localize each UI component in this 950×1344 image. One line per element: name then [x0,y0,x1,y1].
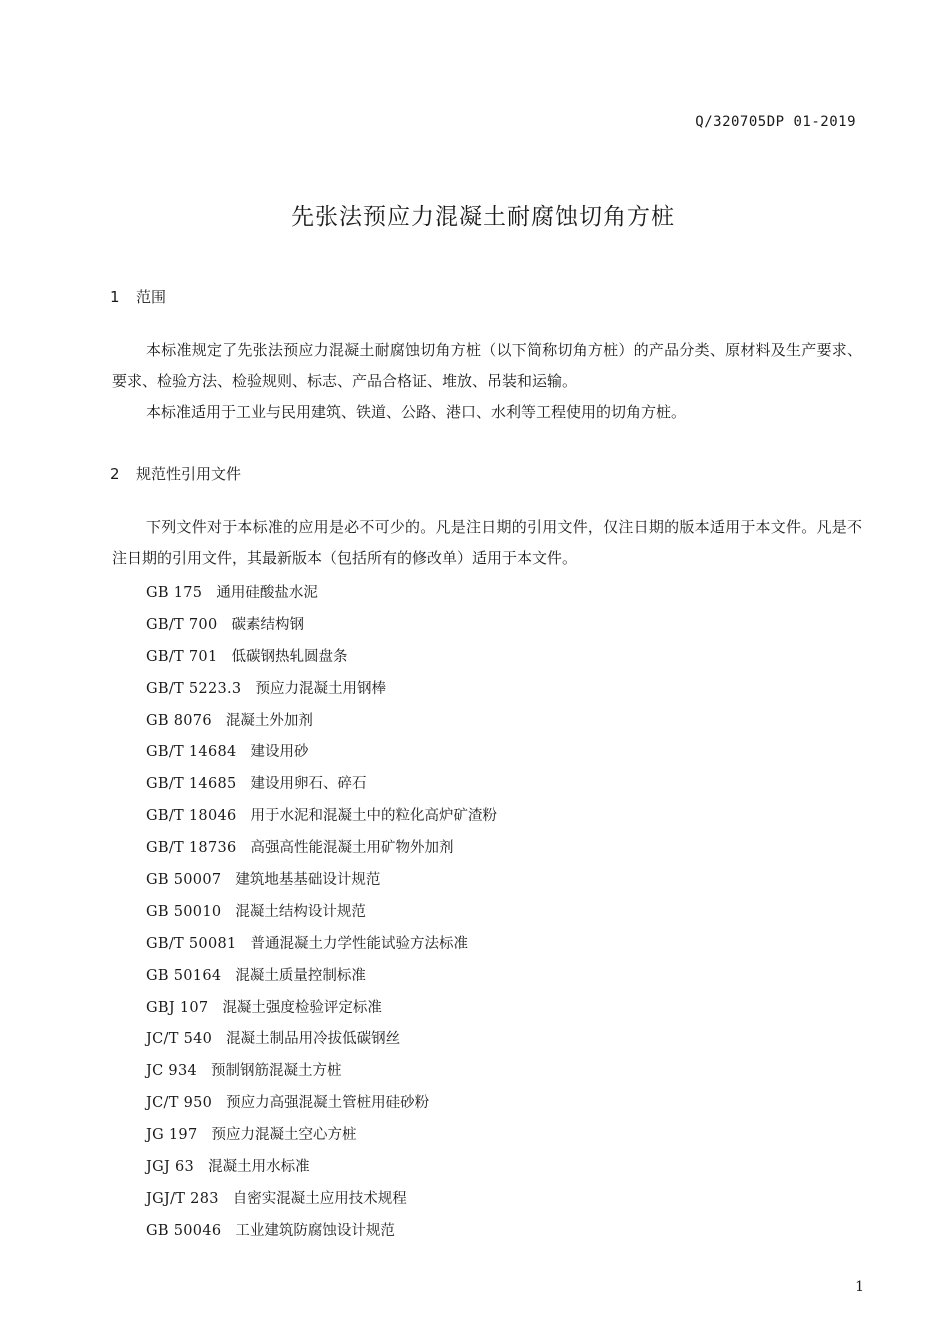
reference-item [146,610,497,642]
reference-code: GB 50007 [146,872,222,889]
reference-name: 预应力混凝土空心方桩 [211,1127,357,1144]
reference-name: 混凝土外加剂 [225,712,313,729]
reference-item [146,1184,497,1216]
reference-code: GB/T 18046 [146,808,237,825]
section-2-heading [110,463,241,484]
reference-name: 混凝土用水标准 [208,1159,310,1176]
reference-item [146,769,497,801]
section-1-paragraph-2: 本标准适用于工业与民用建筑、铁道、公路、港口、水利等工程使用的切角方桩。 [146,403,687,421]
reference-list [146,578,497,1248]
reference-code: GB/T 5223.3 [146,680,242,697]
reference-code: JC 934 [146,1063,197,1080]
reference-name: 混凝土强度检验评定标准 [222,999,382,1016]
reference-item [146,1120,497,1152]
reference-name: 混凝土质量控制标准 [235,967,366,984]
reference-code: GB 175 [146,585,203,601]
reference-code: GB/T 50081 [146,935,237,952]
reference-item [146,1024,497,1056]
document-code: Q/320705DP 01-2019 [695,114,856,130]
reference-name: 建设用砂 [250,744,309,761]
reference-name: 普通混凝土力学性能试验方法标准 [250,935,469,952]
reference-item [146,801,497,833]
reference-name: 自密实混凝土应用技术规程 [232,1190,407,1207]
page-number: 1 [855,1279,864,1295]
reference-item [146,737,497,769]
document-title: 先张法预应力混凝土耐腐蚀切角方桩 [291,204,675,230]
reference-name: 混凝土制品用冷拔低碳钢丝 [226,1031,401,1048]
reference-code: GB/T 701 [146,648,218,665]
section-2-paragraph-1: 下列文件对于本标准的应用是必不可少的。凡是注日期的引用文件，仅注日期的版本适用于本文件。凡是不注日期的引用文件，其最新版本（包括所有的修改单）适用于本文件。 [112,518,862,567]
reference-code: GB 50164 [146,967,222,984]
section-title: 范围 [136,288,167,306]
reference-name: 低碳钢热轧圆盘条 [231,648,348,665]
reference-code: JC/T 540 [146,1031,213,1048]
reference-item [146,642,497,674]
reference-item [146,706,497,738]
reference-code: GBJ 107 [146,999,209,1016]
section-number: 2 [110,465,120,483]
reference-name: 用于水泥和混凝土中的粒化高炉矿渣粉 [250,808,498,825]
reference-item [146,961,497,993]
reference-name: 预应力高强混凝土管桩用硅砂粉 [226,1095,430,1112]
reference-item [146,833,497,865]
reference-item [146,1088,497,1120]
reference-name: 通用硅酸盐水泥 [216,585,318,601]
section-number: 1 [110,288,120,306]
reference-name: 工业建筑防腐蚀设计规范 [235,1222,395,1239]
reference-code: JGJ 63 [146,1159,195,1176]
section-1-heading [110,286,166,307]
reference-name: 碳素结构钢 [231,616,304,633]
reference-name: 预制钢筋混凝土方桩 [211,1063,342,1080]
reference-item [146,865,497,897]
reference-code: GB/T 18736 [146,840,237,857]
reference-item [146,897,497,929]
reference-item [146,929,497,961]
reference-code: GB/T 14684 [146,744,237,761]
reference-name: 建筑地基基础设计规范 [235,872,381,889]
reference-name: 预应力混凝土用钢棒 [255,680,386,697]
reference-item [146,674,497,706]
reference-code: GB 50010 [146,903,222,920]
reference-item [146,1056,497,1088]
reference-code: GB/T 700 [146,616,218,633]
reference-code: JC/T 950 [146,1095,213,1112]
reference-name: 建设用卵石、碎石 [250,776,367,793]
reference-item [146,1216,497,1248]
section-1-paragraph-1: 本标准规定了先张法预应力混凝土耐腐蚀切角方桩（以下简称切角方桩）的产品分类、原材料及生产要求、要求、检验方法、检验规则、标志、产品合格证、堆放、吊装和运输。 [112,341,862,390]
reference-code: GB 8076 [146,712,212,729]
reference-code: JGJ/T 283 [146,1190,219,1207]
reference-item [146,578,497,610]
reference-code: JG 197 [146,1127,198,1144]
section-title: 规范性引用文件 [136,465,242,483]
reference-code: GB 50046 [146,1222,222,1239]
reference-item [146,1152,497,1184]
reference-code: GB/T 14685 [146,776,237,793]
reference-name: 混凝土结构设计规范 [235,903,366,920]
reference-item [146,993,497,1025]
reference-name: 高强高性能混凝土用矿物外加剂 [250,840,454,857]
